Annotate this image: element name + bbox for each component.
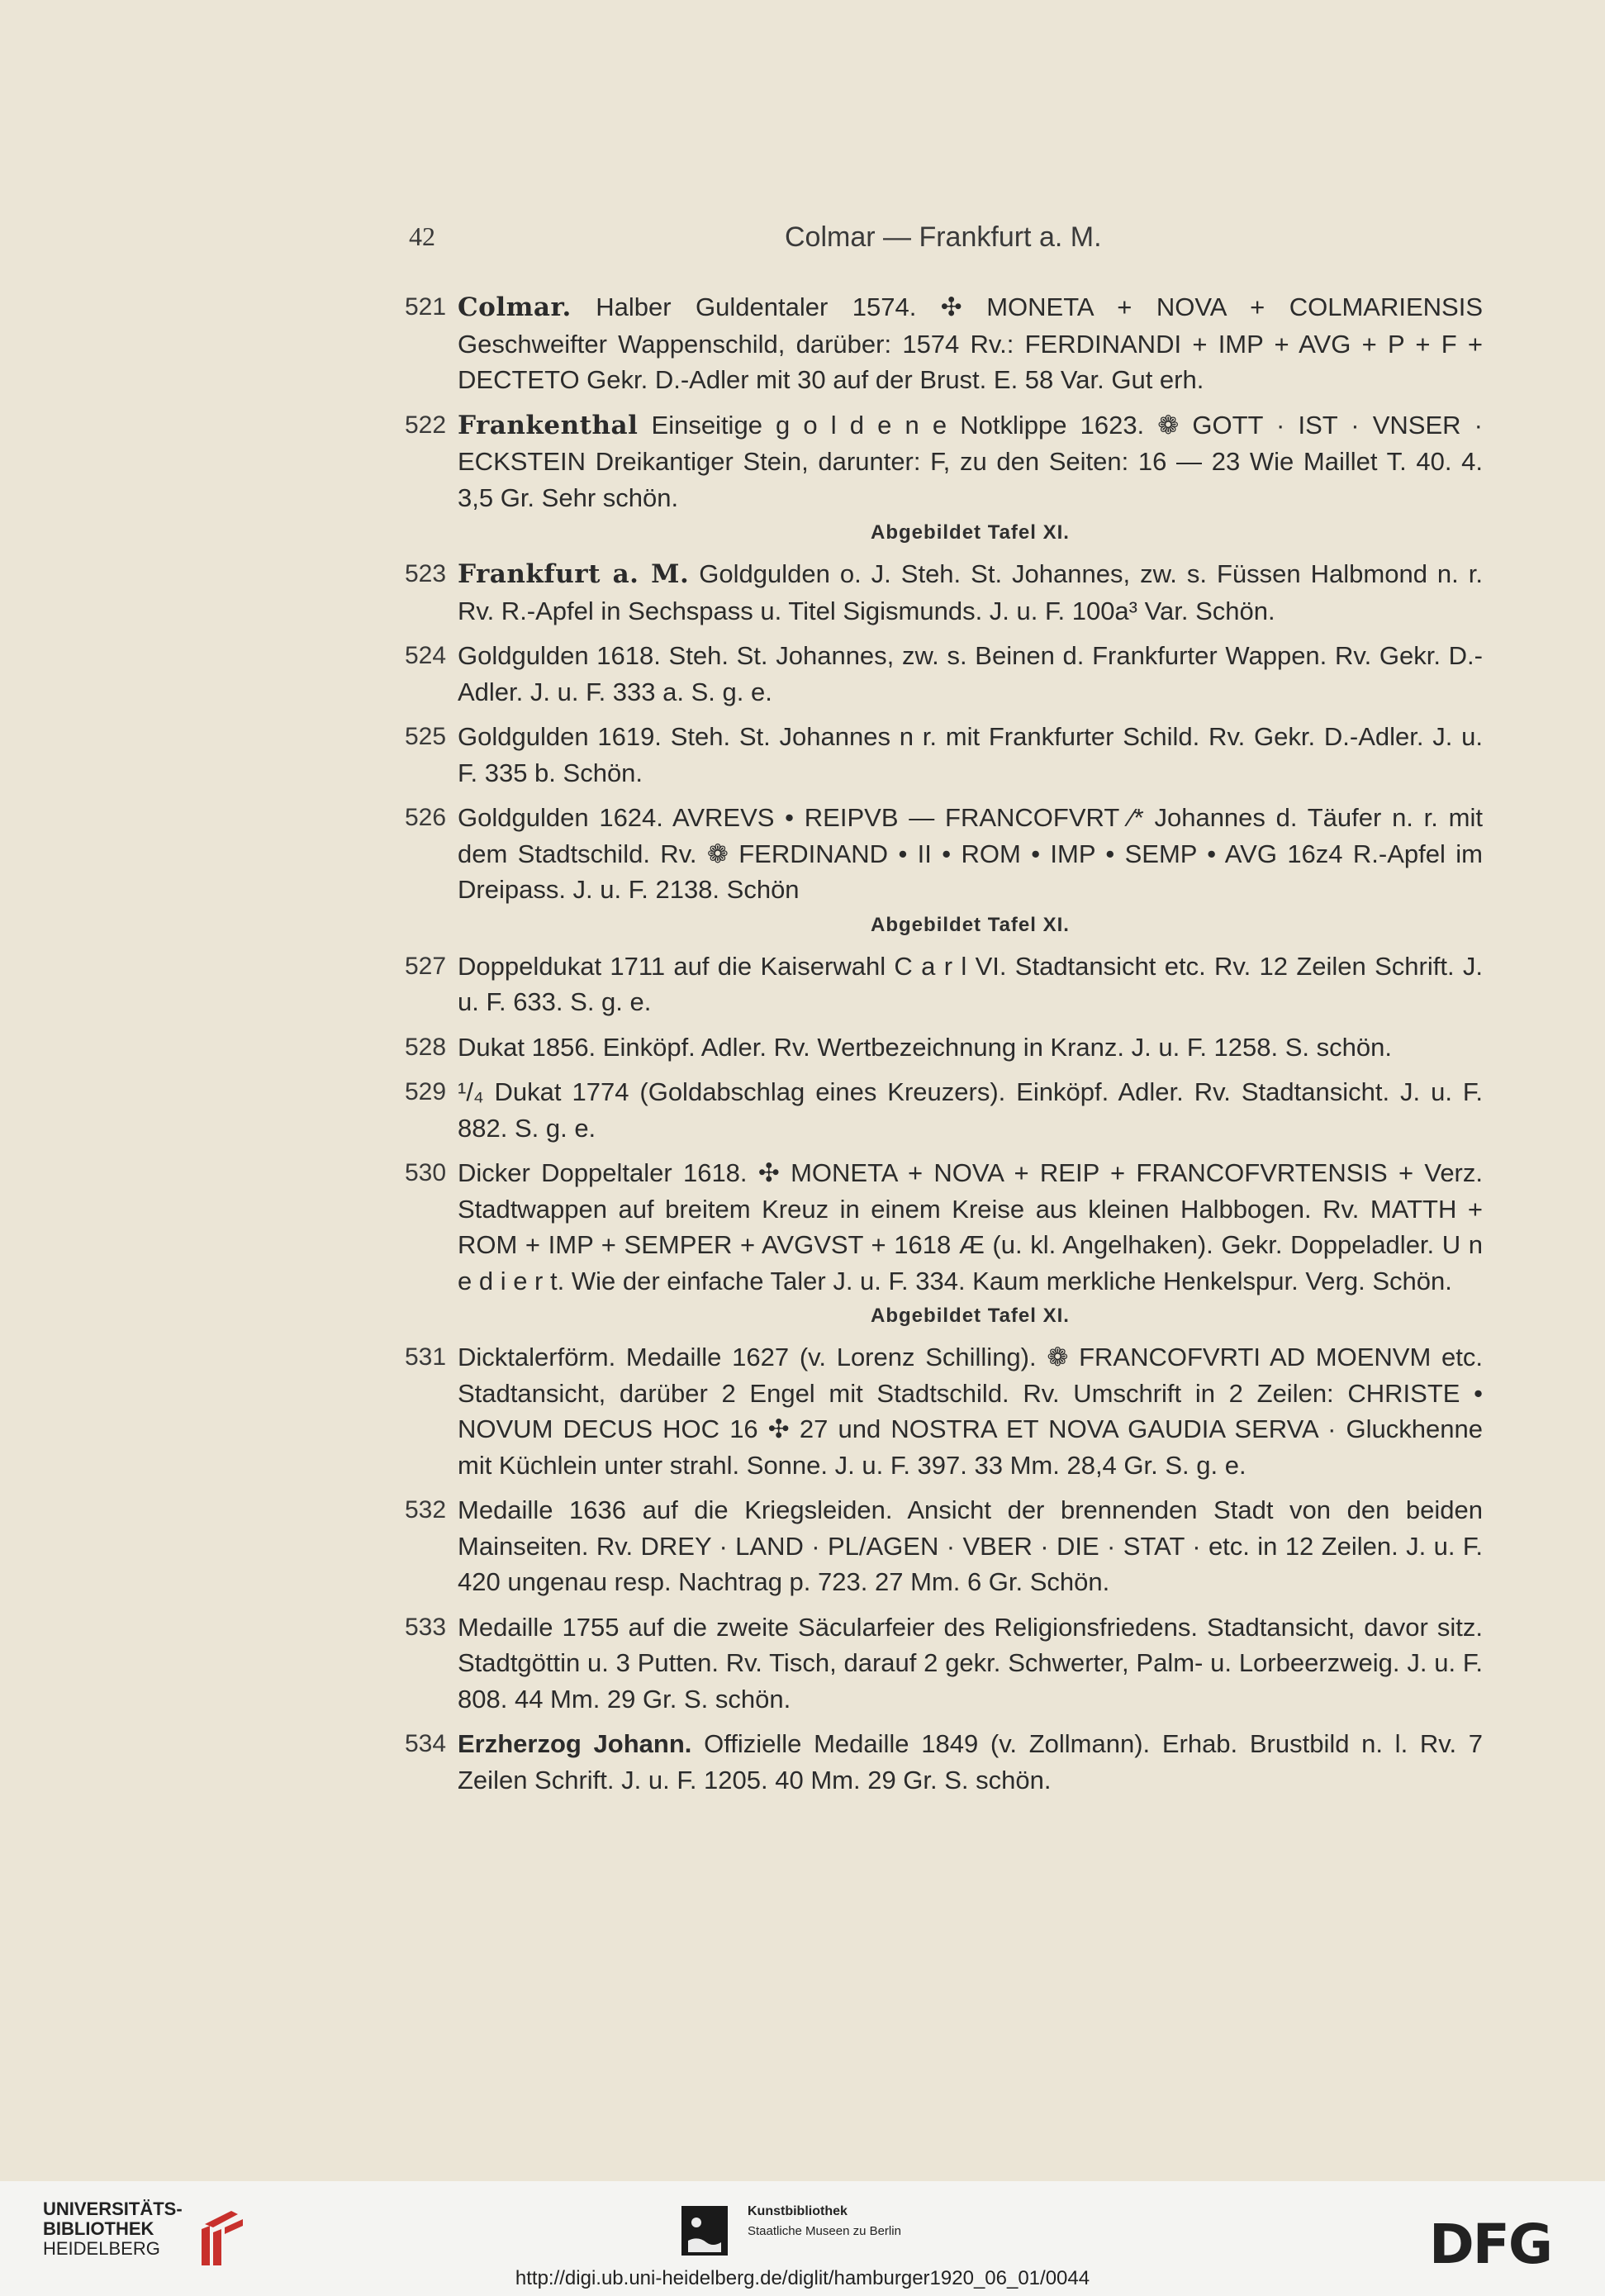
university-library-logo[interactable]	[43, 2199, 233, 2274]
page-header	[409, 221, 1483, 263]
permalink-url[interactable]: http://digi.ub.uni-heidelberg.de/diglit/hamburger1920_06_01/0044	[515, 2267, 1090, 2289]
catalog-entry-526	[405, 800, 1483, 908]
entry-number: 522	[405, 411, 447, 439]
entry-heading: Frankfurt a. M.	[458, 559, 690, 589]
catalog-entry-533	[405, 1609, 1483, 1718]
entry-description: Goldgulden 1618. Steh. St. Johannes, zw. s. Beinen d. Frankfurter Wappen. Rv. Gekr. D.-Adler. J. u. F. 333 a. S. g. e.	[458, 641, 1483, 706]
entry-number: 525	[405, 723, 447, 750]
entry-number: 533	[405, 1613, 447, 1641]
entry-description: Medaille 1755 auf die zweite Säcularfeier des Religionsfriedens. Stadtansicht, davor sitz. Stadtgöttin u. 3 Putten. Rv. Tisch, darauf 2 gekr. Schwerter, Palm- u. Lorbeerzweig. J. u. F. 808. 44 Mm. 29 Gr. S. schön.	[458, 1612, 1483, 1714]
entry-description: Halber Guldentaler 1574. ✣ MONETA + NOVA + COLMARIENSIS Geschweifter Wappenschild, darüber: 1574 Rv.: FERDINANDI + IMP + AVG + P + F + DECTETO Gekr. D.-Adler mit 30 auf der Brust. E. 58 Var. Gut erh.	[458, 292, 1483, 394]
plate-reference: Abgebildet Tafel XI.	[871, 913, 1070, 936]
catalog-entry-524	[405, 638, 1483, 710]
catalog-entry-530	[405, 1155, 1483, 1299]
entry-heading: Colmar.	[458, 292, 572, 322]
entry-description: Dicker Doppeltaler 1618. ✣ MONETA + NOVA + REIP + FRANCOFVRTENSIS + Verz. Stadtwappen auf breitem Kreuz in einem Kreise aus kleinen Halbbogen. Rv. MATTH + ROM + IMP + SEMPER + AVGVST + 1618 Æ (u. kl. Angelhaken). Gekr. Doppeladler. U n e d i e r t. Wie der einfache Taler J. u. F. 334. Kaum merkliche Henkelspur. Verg. Schön.	[458, 1158, 1483, 1295]
catalog-entry-527	[405, 948, 1483, 1020]
entry-number: 532	[405, 1496, 447, 1524]
catalog-entry-525	[405, 719, 1483, 791]
ub-line-1: UNIVERSITÄTS-	[43, 2199, 183, 2219]
catalog-entry-531	[405, 1339, 1483, 1483]
ub-line-3: HEIDELBERG	[43, 2238, 160, 2259]
entry-description: Goldgulden 1619. Steh. St. Johannes n r. mit Frankfurter Schild. Rv. Gekr. D.-Adler. J. u. F. 335 b. Schön.	[458, 722, 1483, 787]
entry-number: 534	[405, 1730, 447, 1757]
entry-description: Einseitige g o l d e n e Notklippe 1623. ❁ GOTT · IST · VNSER · ECKSTEIN Dreikantiger Stein, darunter: F, zu den Seiten: 16 — 23 Wie Maillet T. 40. 4. 3,5 Gr. Sehr schön.	[458, 410, 1483, 512]
entry-number: 527	[405, 952, 447, 980]
kunstbibliothek-subtitle: Staatliche Museen zu Berlin	[748, 2224, 901, 2238]
entry-heading: Frankenthal	[458, 410, 639, 440]
ub-emblem-icon	[198, 2208, 248, 2267]
entry-number: 521	[405, 293, 447, 321]
entry-number: 529	[405, 1078, 447, 1105]
entry-number: 531	[405, 1343, 447, 1371]
catalog-entry-529	[405, 1074, 1483, 1146]
catalog-entry-523	[405, 556, 1483, 629]
plate-reference: Abgebildet Tafel XI.	[871, 521, 1070, 544]
entry-number: 524	[405, 642, 447, 669]
ub-line-2: BIBLIOTHEK	[43, 2218, 154, 2239]
kunstbibliothek-logo[interactable]	[681, 2203, 929, 2260]
catalog-entry-522	[405, 407, 1483, 516]
running-head: Colmar — Frankfurt a. M.	[785, 221, 1102, 253]
entry-number: 523	[405, 560, 447, 587]
catalog-entry-532	[405, 1492, 1483, 1600]
entry-description: Goldgulden 1624. AVREVS • REIPVB — FRANCOFVRT ⁄* Johannes d. Täufer n. r. mit dem Stadtschild. Rv. ❁ FERDINAND • II • ROM • IMP • SEMP • AVG 16z4 R.-Apfel im Dreipass. J. u. F. 2138. Schön	[458, 803, 1483, 904]
page-number: 42	[409, 221, 435, 251]
entry-description: ¹/₄ Dukat 1774 (Goldabschlag eines Kreuzers). Einköpf. Adler. Rv. Stadtansicht. J. u. F. 882. S. g. e.	[458, 1077, 1483, 1143]
entry-heading: Erzherzog Johann.	[458, 1729, 692, 1758]
entry-number: 526	[405, 804, 447, 831]
catalog-entry-521	[405, 289, 1483, 398]
kunstbibliothek-emblem-icon	[681, 2206, 728, 2256]
catalog-list	[405, 289, 1483, 1807]
entry-description: Goldgulden o. J. Steh. St. Johannes, zw. s. Füssen Halbmond n. r. Rv. R.-Apfel in Sechspass u. Titel Sigismunds. J. u. F. 100a³ Var. Schön.	[458, 559, 1483, 625]
entry-description: Offizielle Medaille 1849 (v. Zollmann). Erhab. Brustbild n. l. Rv. 7 Zeilen Schrift. J. u. F. 1205. 40 Mm. 29 Gr. S. schön.	[458, 1729, 1484, 1794]
plate-reference: Abgebildet Tafel XI.	[871, 1305, 1070, 1327]
entry-description: Dukat 1856. Einköpf. Adler. Rv. Wertbezeichnung in Kranz. J. u. F. 1258. S. schön.	[458, 1032, 1392, 1062]
entry-number: 528	[405, 1033, 447, 1061]
entry-description: Dicktalerförm. Medaille 1627 (v. Lorenz Schilling). ❁ FRANCOFVRTI AD MOENVM etc. Stadtansicht, darüber 2 Engel mit Stadtschild. Rv. Umschrift in 2 Zeilen: CHRISTE • NOVUM DECUS HOC 16 ✣ 27 und NOSTRA ET NOVA GAUDIA SERVA · Gluckhenne mit Küchlein unter strahl. Sonne. J. u. F. 397. 33 Mm. 28,4 Gr. S. g. e.	[458, 1343, 1483, 1480]
entry-number: 530	[405, 1159, 447, 1186]
viewer-footer	[0, 2181, 1605, 2296]
catalog-entry-534	[405, 1726, 1483, 1798]
catalog-entry-528	[405, 1029, 1483, 1066]
dfg-logo[interactable]: DFG	[1429, 2213, 1552, 2276]
entry-description: Medaille 1636 auf die Kriegsleiden. Ansicht der brennenden Stadt von den beiden Mainseiten. Rv. DREY · LAND · PL/AGEN · VBER · DIE · STAT · etc. in 12 Zeilen. J. u. F. 420 ungenau resp. Nachtrag p. 723. 27 Mm. 6 Gr. Schön.	[458, 1495, 1483, 1596]
entry-description: Doppeldukat 1711 auf die Kaiserwahl C a r l VI. Stadtansicht etc. Rv. 12 Zeilen Schrift. J. u. F. 633. S. g. e.	[458, 951, 1483, 1016]
kunstbibliothek-title: Kunstbibliothek	[748, 2204, 848, 2218]
